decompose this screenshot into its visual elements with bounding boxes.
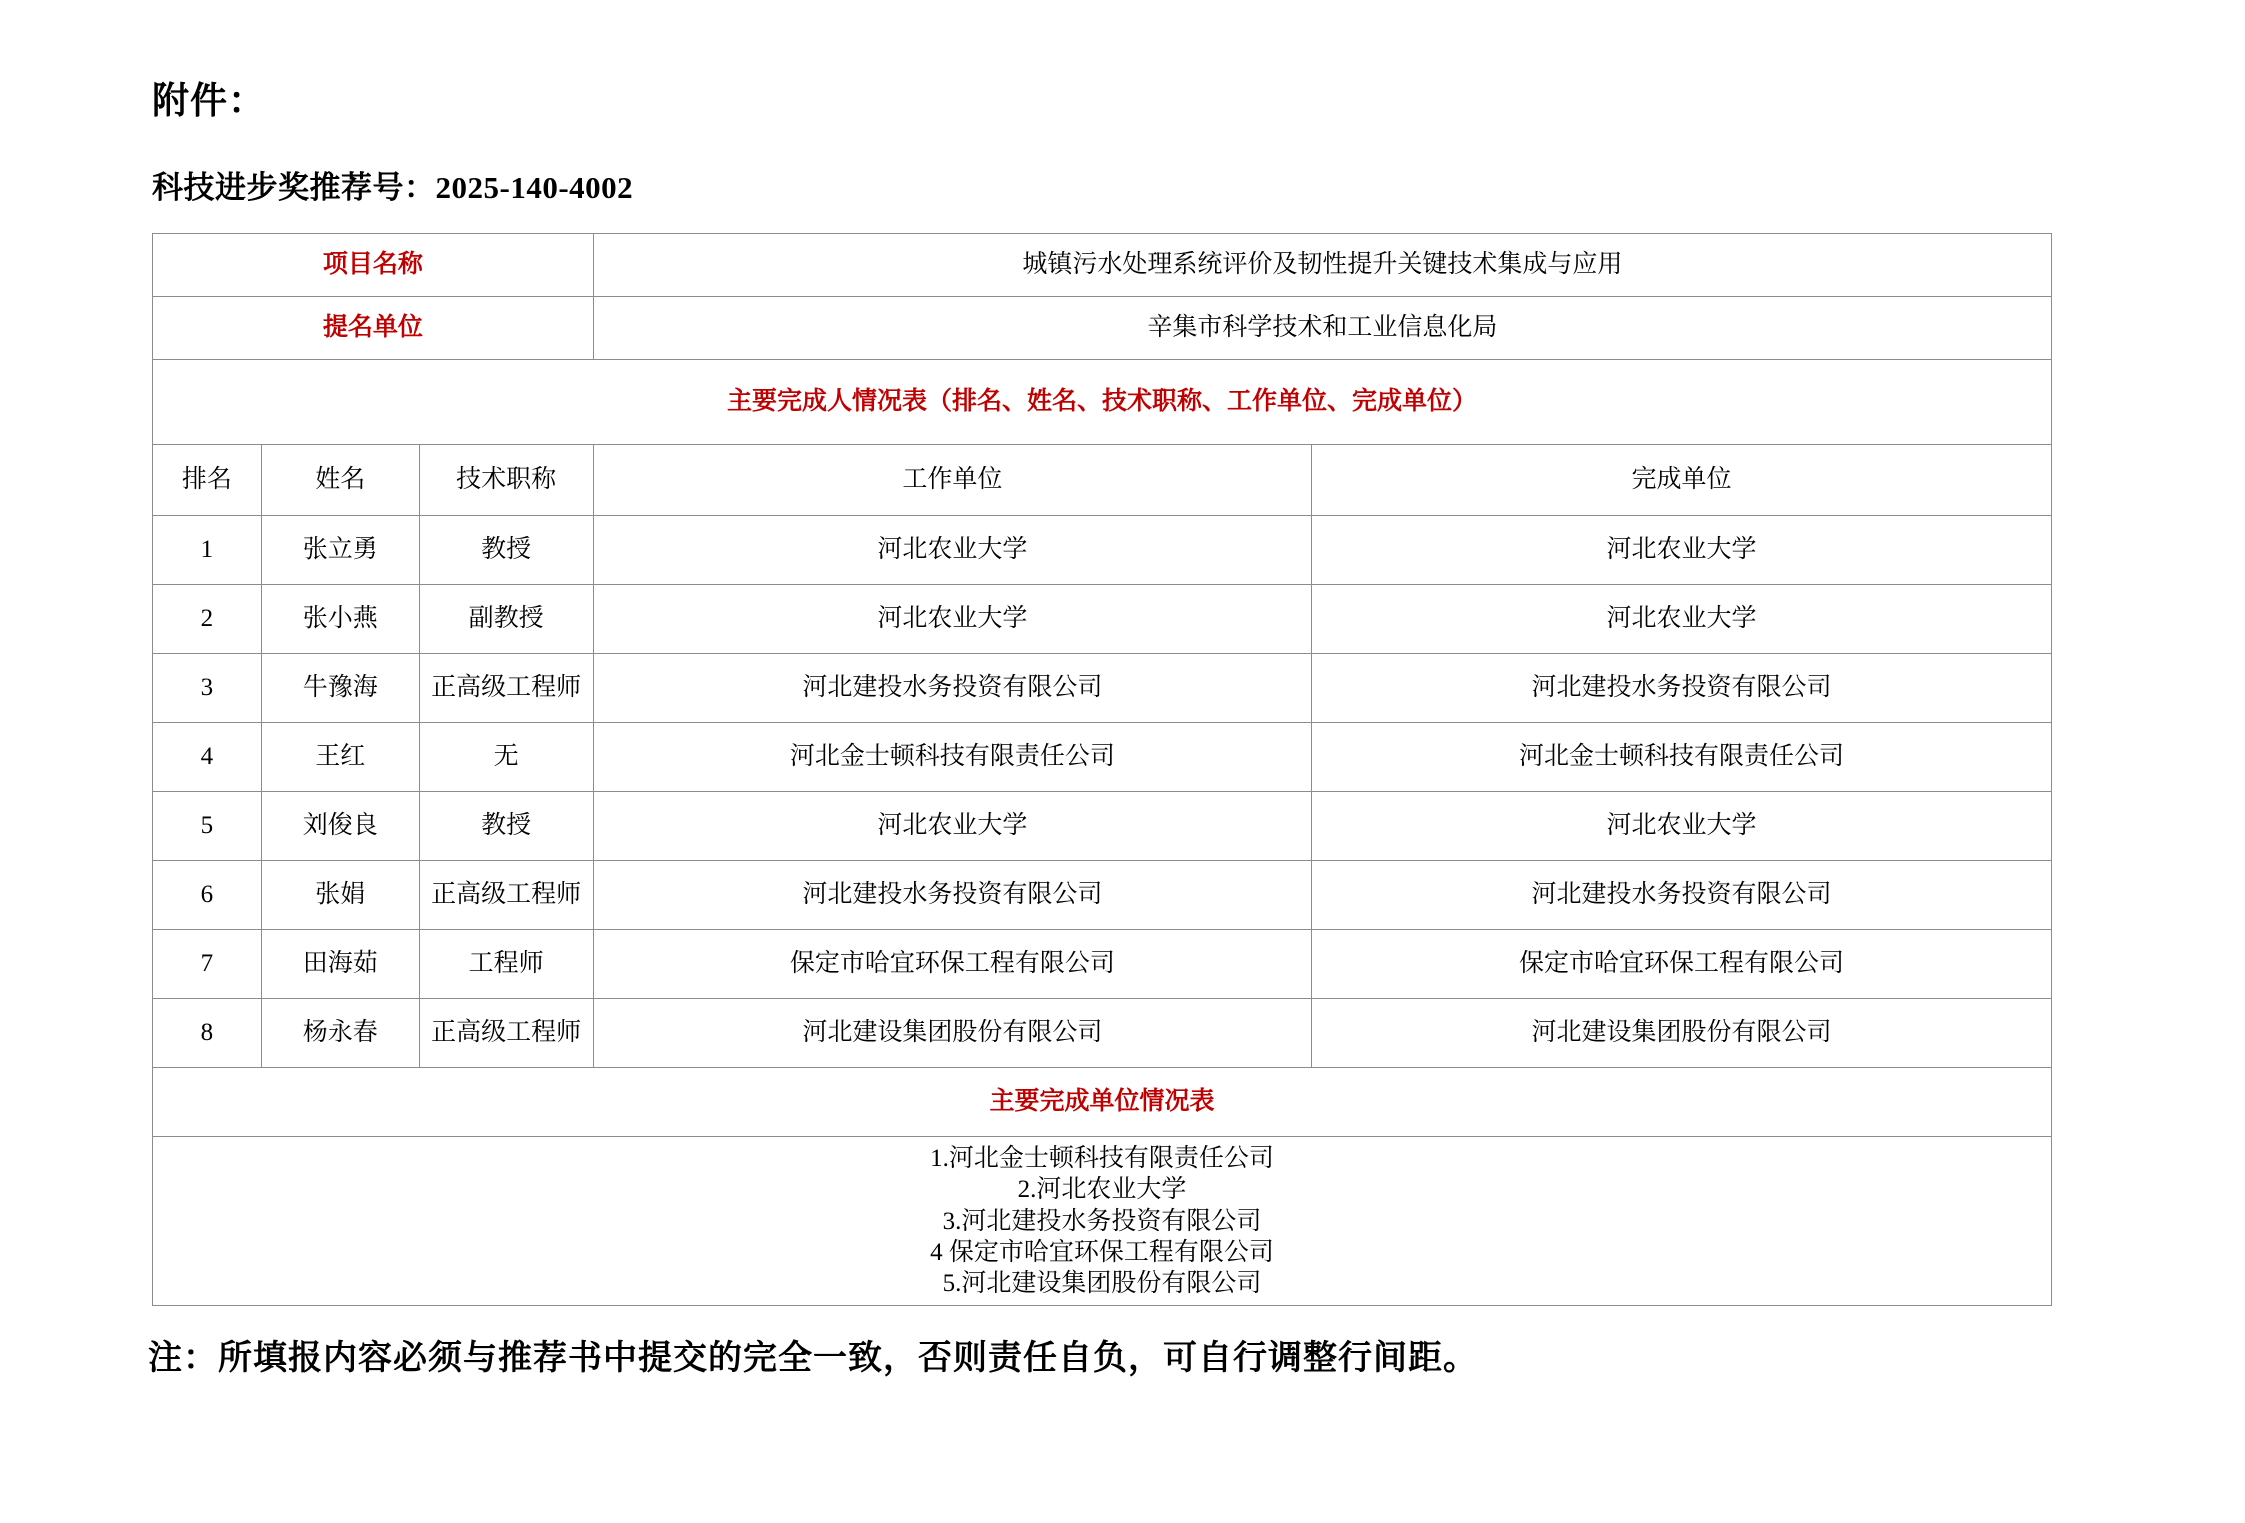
cell-name: 刘俊良 — [261, 792, 419, 861]
cell-name: 张立勇 — [261, 516, 419, 585]
cell-work-unit: 河北建投水务投资有限公司 — [593, 861, 1311, 930]
cell-rank: 7 — [153, 930, 262, 999]
cell-tech-title: 正高级工程师 — [419, 861, 593, 930]
nominating-unit-row — [153, 297, 2052, 360]
cell-tech-title: 正高级工程师 — [419, 654, 593, 723]
cell-rank: 3 — [153, 654, 262, 723]
table-row — [153, 792, 2052, 861]
list-item: 2.河北农业大学 — [1017, 1176, 1187, 1204]
cell-tech-title: 教授 — [419, 516, 593, 585]
cell-tech-title: 教授 — [419, 792, 593, 861]
cell-name: 张娟 — [261, 861, 419, 930]
units-list — [153, 1137, 2052, 1306]
table-row — [153, 654, 2052, 723]
cell-name: 杨永春 — [261, 999, 419, 1068]
attachment-label: 附件： — [152, 81, 266, 122]
people-section-title: 主要完成人情况表（排名、姓名、技术职称、工作单位、完成单位） — [153, 360, 2052, 445]
list-item: 4 保定市哈宜环保工程有限公司 — [930, 1238, 1274, 1266]
footer-note: 注：所填报内容必须与推荐书中提交的完全一致，否则责任自负，可自行调整行间距。 — [148, 1340, 1478, 1378]
table-row — [153, 999, 2052, 1068]
cell-done-unit: 河北农业大学 — [1311, 792, 2051, 861]
column-header-done-unit: 完成单位 — [1311, 445, 2051, 516]
people-section-title-row — [153, 360, 2052, 445]
cell-rank: 8 — [153, 999, 262, 1068]
units-list-row — [153, 1137, 2052, 1306]
cell-work-unit: 河北金士顿科技有限责任公司 — [593, 723, 1311, 792]
column-header-name: 姓名 — [261, 445, 419, 516]
cell-name: 田海茹 — [261, 930, 419, 999]
cell-done-unit: 河北建投水务投资有限公司 — [1311, 861, 2051, 930]
cell-name: 张小燕 — [261, 585, 419, 654]
cell-done-unit: 河北金士顿科技有限责任公司 — [1311, 723, 2051, 792]
cell-work-unit: 河北建投水务投资有限公司 — [593, 654, 1311, 723]
list-item: 3.河北建投水务投资有限公司 — [942, 1207, 1262, 1235]
table-row — [153, 723, 2052, 792]
nominating-unit-label: 提名单位 — [153, 297, 594, 360]
recommendation-number-line — [152, 162, 2105, 207]
cell-rank: 5 — [153, 792, 262, 861]
list-item: 1.河北金士顿科技有限责任公司 — [930, 1145, 1274, 1172]
nominating-unit-value: 辛集市科学技术和工业信息化局 — [593, 297, 2051, 360]
cell-rank: 2 — [153, 585, 262, 654]
cell-work-unit: 河北建设集团股份有限公司 — [593, 999, 1311, 1068]
cell-tech-title: 正高级工程师 — [419, 999, 593, 1068]
recommendation-number-value: 2025-140-4002 — [435, 170, 634, 205]
cell-tech-title: 副教授 — [419, 585, 593, 654]
recommendation-number-label: 科技进步奖推荐号： — [152, 170, 436, 205]
project-name-label: 项目名称 — [153, 234, 594, 297]
cell-done-unit: 河北农业大学 — [1311, 585, 2051, 654]
units-section-title-row — [153, 1068, 2052, 1137]
cell-rank: 1 — [153, 516, 262, 585]
cell-name: 王红 — [261, 723, 419, 792]
cell-done-unit: 河北建投水务投资有限公司 — [1311, 654, 2051, 723]
project-name-row — [153, 234, 2052, 297]
cell-work-unit: 河北农业大学 — [593, 585, 1311, 654]
table-row — [153, 585, 2052, 654]
cell-done-unit: 河北建设集团股份有限公司 — [1311, 999, 2051, 1068]
cell-rank: 4 — [153, 723, 262, 792]
cell-name: 牛豫海 — [261, 654, 419, 723]
cell-done-unit: 河北农业大学 — [1311, 516, 2051, 585]
units-section-title: 主要完成单位情况表 — [153, 1068, 2052, 1137]
table-row — [153, 516, 2052, 585]
column-header-work-unit: 工作单位 — [593, 445, 1311, 516]
cell-rank: 6 — [153, 861, 262, 930]
project-name-value: 城镇污水处理系统评价及韧性提升关键技术集成与应用 — [593, 234, 2051, 297]
cell-work-unit: 河北农业大学 — [593, 792, 1311, 861]
list-item: 5.河北建设集团股份有限公司 — [942, 1270, 1262, 1297]
people-column-header-row — [153, 445, 2052, 516]
table-row — [153, 861, 2052, 930]
cell-tech-title: 无 — [419, 723, 593, 792]
cell-work-unit: 保定市哈宜环保工程有限公司 — [593, 930, 1311, 999]
table-row — [153, 930, 2052, 999]
cell-work-unit: 河北农业大学 — [593, 516, 1311, 585]
award-table — [152, 233, 2052, 1306]
column-header-tech-title: 技术职称 — [419, 445, 593, 516]
column-header-rank: 排名 — [153, 445, 262, 516]
cell-done-unit: 保定市哈宜环保工程有限公司 — [1311, 930, 2051, 999]
cell-tech-title: 工程师 — [419, 930, 593, 999]
